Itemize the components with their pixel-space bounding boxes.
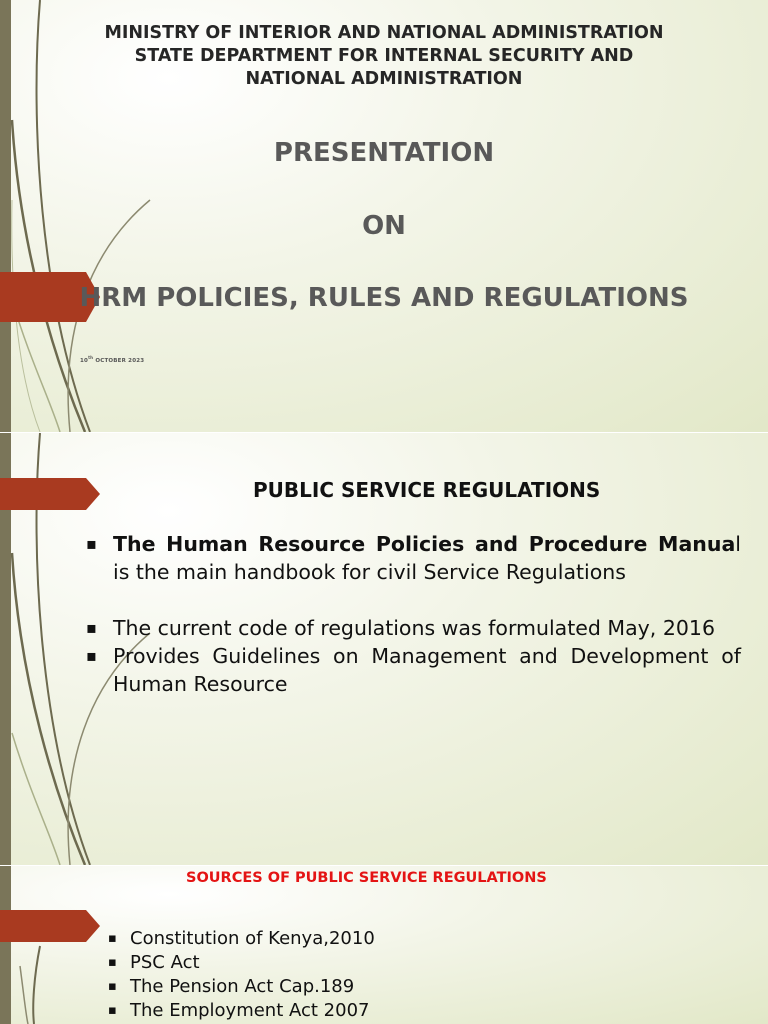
title-subject: HRM POLICIES, RULES AND REGULATIONS xyxy=(79,283,689,313)
slide-title xyxy=(0,0,768,432)
accent-arrow xyxy=(0,478,100,510)
bullet-square-icon: ▪ xyxy=(108,1003,117,1018)
list-item: ▪ Constitution of Kenya,2010 xyxy=(108,928,375,949)
bullet-square-icon: ▪ xyxy=(108,955,117,970)
header-line: MINISTRY OF INTERIOR AND NATIONAL ADMINISTRATION xyxy=(104,23,664,43)
title-presentation: PRESENTATION xyxy=(273,138,495,168)
header-line: STATE DEPARTMENT FOR INTERNAL SECURITY AND xyxy=(134,46,634,66)
bullet-square-icon: ▪ xyxy=(108,931,117,946)
slide3-title: SOURCES OF PUBLIC SERVICE REGULATIONS xyxy=(186,870,547,886)
bullet-square-icon: ▪ xyxy=(86,618,97,637)
list-item: ▪ The current code of regulations was formulated May, 2016 xyxy=(86,616,715,640)
list-item: ▪ The Human Resource Policies and Procedure Manual is the main handbook for civil Service Regulations xyxy=(86,532,741,584)
list-item: ▪ The Employment Act 2007 xyxy=(108,1000,370,1021)
slide2-title: PUBLIC SERVICE REGULATIONS xyxy=(253,478,601,502)
list-item: ▪ Provides Guidelines on Management and Development of Human Resource xyxy=(86,644,741,696)
bullet-square-icon: ▪ xyxy=(108,979,117,994)
presentation-date: 10th OCTOBER 2023 xyxy=(80,355,145,364)
regulations-bullet-list xyxy=(86,530,741,726)
list-item: ▪ PSC Act xyxy=(108,952,200,973)
sources-list xyxy=(108,927,375,1023)
accent-arrow xyxy=(0,910,100,942)
list-item: ▪ The Pension Act Cap.189 xyxy=(108,976,355,997)
title-on: ON xyxy=(362,211,406,241)
bullet-square-icon: ▪ xyxy=(86,534,97,553)
bullet-square-icon: ▪ xyxy=(86,646,97,665)
ministry-header xyxy=(0,22,768,91)
header-line: NATIONAL ADMINISTRATION xyxy=(245,69,523,89)
